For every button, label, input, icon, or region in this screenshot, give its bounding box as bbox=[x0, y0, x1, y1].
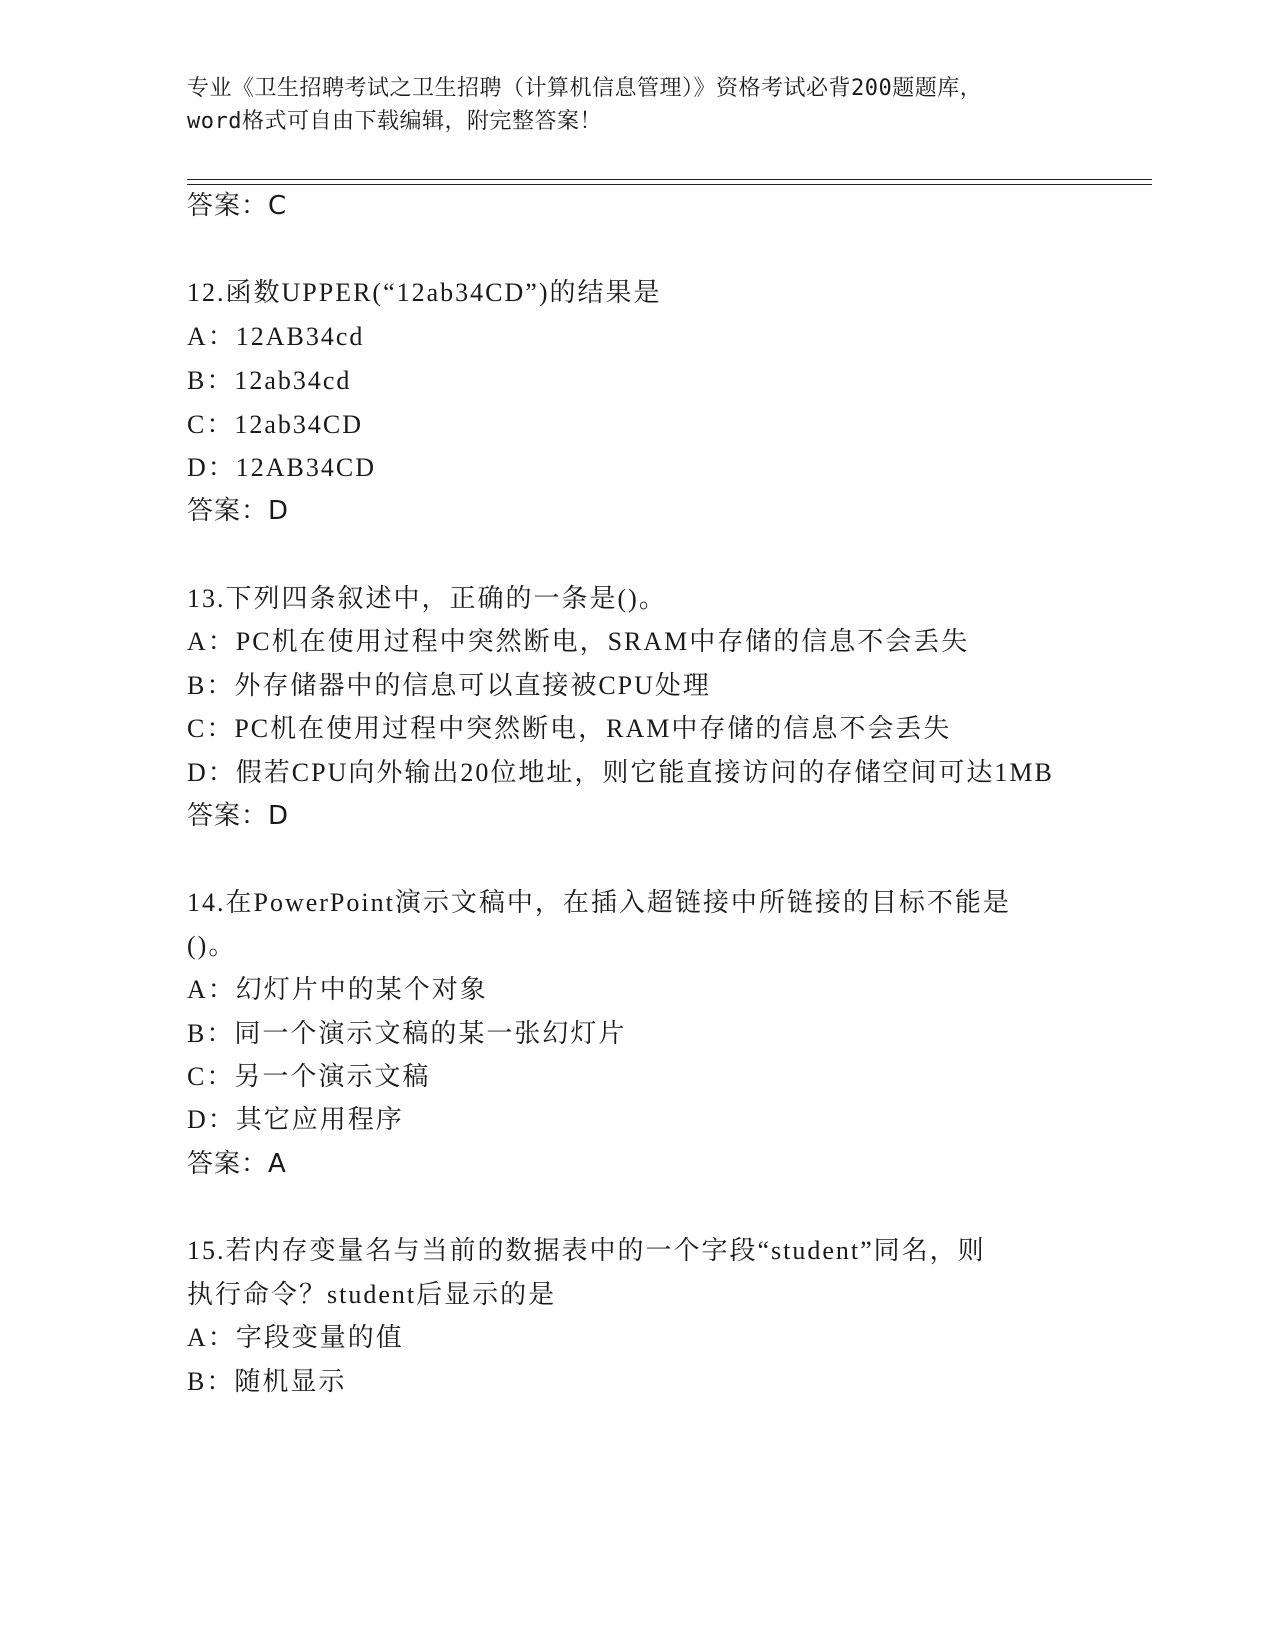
question-13-stem: 13.下列四条叙述中，正确的一条是()。 bbox=[187, 584, 667, 613]
header-divider-top bbox=[187, 179, 1152, 180]
question-15-stem: 15.若内存变量名与当前的数据表中的一个字段“student”同名，则 bbox=[187, 1236, 986, 1265]
question-12-option-b: B：12ab34cd bbox=[187, 366, 352, 395]
question-15-option-a: A：字段变量的值 bbox=[187, 1323, 404, 1352]
document-header bbox=[187, 72, 1087, 138]
question-14-stem-cont: ()。 bbox=[187, 931, 237, 960]
question-13-option-d: D：假若CPU向外输出20位地址，则它能直接访问的存储空间可达1MB bbox=[187, 758, 1054, 787]
header-line-1: 专业《卫生招聘考试之卫生招聘（计算机信息管理）》资格考试必背200题题库， bbox=[187, 76, 983, 101]
question-15-stem-cont: 执行命令？student后显示的是 bbox=[187, 1280, 557, 1309]
question-14-option-b: B：同一个演示文稿的某一张幻灯片 bbox=[187, 1019, 627, 1048]
previous-answer: 答案：C bbox=[187, 191, 288, 221]
question-12-option-c: C：12ab34CD bbox=[187, 410, 364, 439]
question-12-answer: 答案：D bbox=[187, 496, 290, 526]
question-13-option-b: B：外存储器中的信息可以直接被CPU处理 bbox=[187, 671, 711, 700]
question-13-option-c: C：PC机在使用过程中突然断电，RAM中存储的信息不会丢失 bbox=[187, 714, 952, 743]
question-14-option-c: C：另一个演示文稿 bbox=[187, 1062, 431, 1091]
question-14-option-a: A：幻灯片中的某个对象 bbox=[187, 975, 488, 1004]
question-14-option-d: D：其它应用程序 bbox=[187, 1105, 404, 1134]
question-13-answer: 答案：D bbox=[187, 801, 290, 831]
header-divider-bottom bbox=[187, 184, 1152, 185]
header-line-2: word格式可自由下载编辑，附完整答案！ bbox=[187, 109, 602, 134]
question-15-option-b: B：随机显示 bbox=[187, 1367, 347, 1396]
question-12-option-a: A：12AB34cd bbox=[187, 322, 365, 351]
question-12-option-d: D：12AB34CD bbox=[187, 453, 377, 482]
question-14-stem: 14.在PowerPoint演示文稿中，在插入超链接中所链接的目标不能是 bbox=[187, 888, 1011, 917]
question-12-stem: 12.函数UPPER(“12ab34CD”)的结果是 bbox=[187, 278, 662, 307]
question-13-option-a: A：PC机在使用过程中突然断电，SRAM中存储的信息不会丢失 bbox=[187, 627, 970, 656]
question-14-answer: 答案：A bbox=[187, 1149, 287, 1179]
